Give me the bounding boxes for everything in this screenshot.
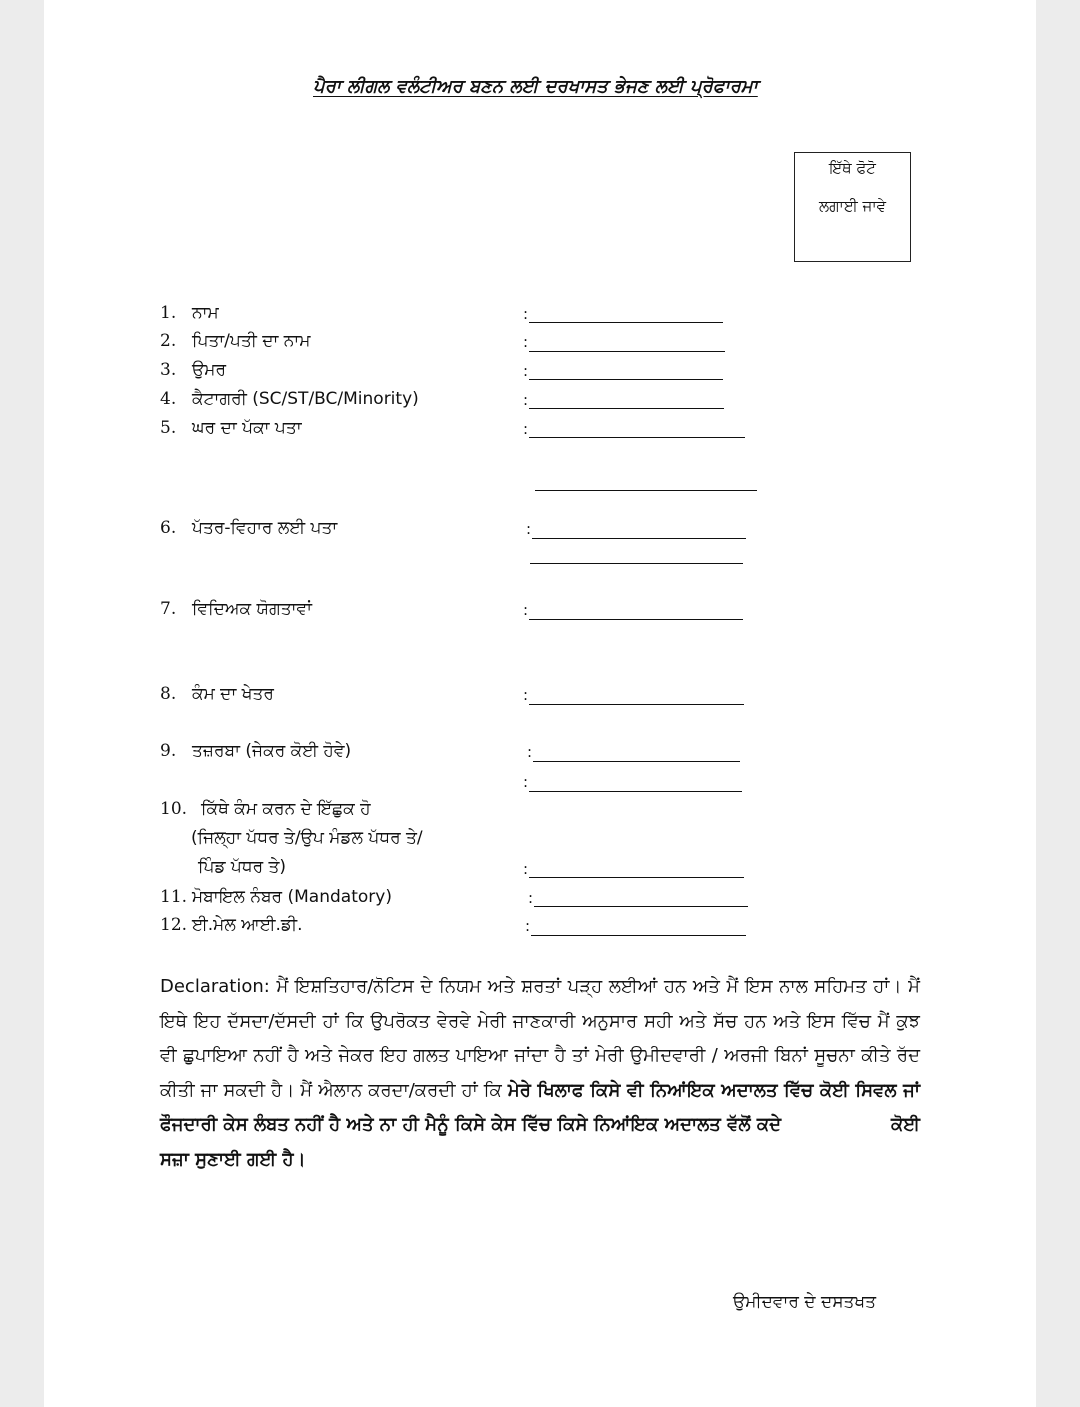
correspondence-address-fill-line-2[interactable] [530, 563, 743, 564]
field-label-education: ਵਿਦਿਅਕ ਯੋਗਤਾਵਾਂ [192, 599, 312, 619]
experience-fill-line[interactable] [533, 761, 740, 762]
declaration-bold-text-end: ਕੋਈ ਸਜ਼ਾ ਸੁਣਾਈ ਗਈ ਹੈ। [160, 1114, 920, 1170]
field-number: 2. [160, 331, 177, 351]
field-number: 9. [160, 741, 177, 761]
field-label-category: ਕੈਟਾਗਰੀ (SC/ST/BC/Minority) [192, 389, 419, 409]
mobile-fill-line[interactable] [534, 906, 748, 907]
field-label-email: ਈ.ਮੇਲ ਆਈ.ਡੀ. [192, 915, 303, 935]
field-label-preferred-place-line-2: (ਜਿਲ੍ਹਾ ਪੱਧਰ ਤੇ/ਉਪ ਮੰਡਲ ਪੱਧਰ ਤੇ/ [191, 828, 423, 848]
field-number: 5. [160, 418, 177, 438]
field-number: 1. [160, 303, 177, 323]
education-fill-line[interactable] [529, 619, 743, 620]
photo-box-line-1: ਇੱਥੇ ਫੋਟੋ [829, 159, 876, 177]
correspondence-address-fill-line[interactable] [532, 538, 746, 539]
field-number: 8. [160, 684, 177, 704]
field-number: 6. [160, 518, 177, 538]
candidate-signature-label: ਉਮੀਦਵਾਰ ਦੇ ਦਸਤਖਤ [733, 1292, 877, 1312]
email-fill-line[interactable] [531, 935, 746, 936]
field-colon: : [523, 333, 529, 351]
category-fill-line[interactable] [529, 408, 724, 409]
field-number: 12. [160, 915, 188, 935]
field-label-preferred-place: ਕਿੱਥੇ ਕੰਮ ਕਰਨ ਦੇ ਇੱਛੁਕ ਹੋ [201, 799, 371, 819]
field-number: 7. [160, 599, 177, 619]
field-colon: : [526, 520, 532, 538]
field-number: 10. [160, 799, 188, 819]
experience-fill-line-2[interactable] [529, 791, 742, 792]
field-label-father-husband-name: ਪਿਤਾ/ਪਤੀ ਦਾ ਨਾਮ [192, 331, 311, 351]
field-colon: : [523, 860, 529, 878]
field-label-work-area: ਕੰਮ ਦਾ ਖੇਤਰ [192, 684, 274, 704]
form-title: ਪੈਰਾ ਲੀਗਲ ਵਲੰਟੀਅਰ ਬਣਨ ਲਈ ਦਰਖਾਸਤ ਭੇਜਣ ਲਈ ਪ੍ਰੋਫਾਰਮਾ [313, 76, 758, 97]
declaration-bold-text: ਮੇਰੇ ਖਿਲਾਫ ਕਿਸੇ ਵੀ ਨਿਆਂਇਕ ਅਦਾਲਤ ਵਿੱਚ ਕੋਈ ਸਿਵਲ ਜਾਂ ਫੌਜਦਾਰੀ ਕੇਸ ਲੰਬਤ ਨਹੀਂ ਹੈ ਅਤੇ ਨਾ ਹੀ ਮੈਨੂੰ ਕਿਸੇ ਕੇਸ ਵਿੱਚ ਕਿਸੇ ਨਿਆਂਇਕ ਅਦਾਲਤ ਵੱਲੋਂ ਕਦੇ [160, 1079, 920, 1135]
field-label-preferred-place-line-3: ਪਿੰਡ ਪੱਧਰ ਤੇ) [198, 857, 287, 877]
preferred-place-fill-line[interactable] [529, 877, 744, 878]
age-fill-line[interactable] [529, 379, 723, 380]
name-fill-line[interactable] [529, 322, 723, 323]
field-number: 11. [160, 887, 188, 907]
field-colon: : [523, 601, 529, 619]
field-colon: : [525, 917, 531, 935]
field-colon: : [528, 889, 534, 907]
field-colon: : [523, 362, 529, 380]
photo-box [794, 152, 911, 262]
father-husband-name-fill-line[interactable] [529, 351, 725, 352]
field-label-permanent-address: ਘਰ ਦਾ ਪੱਕਾ ਪਤਾ [192, 418, 302, 438]
field-colon: : [527, 743, 533, 761]
field-number: 4. [160, 389, 177, 409]
field-label-name: ਨਾਮ [192, 303, 219, 323]
field-number: 3. [160, 360, 177, 380]
field-colon: : [523, 686, 529, 704]
declaration-paragraph [160, 970, 920, 1177]
declaration-text: Declaration: ਮੈਂ ਇਸ਼ਤਿਹਾਰ/ਨੋਟਿਸ ਦੇ ਨਿਯਮ ਅਤੇ ਸ਼ਰਤਾਂ ਪੜ੍ਹ ਲਈਆਂ ਹਨ ਅਤੇ ਮੈਂ ਇਸ ਨਾਲ ਸਹਿਮਤ ਹਾਂ। ਮੈਂ ਇਥੇ ਇਹ ਦੱਸਦਾ/ਦੱਸਦੀ ਹਾਂ ਕਿ ਉਪਰੋਕਤ ਵੇਰਵੇ ਮੇਰੀ ਜਾਣਕਾਰੀ ਅਨੁਸਾਰ ਸਹੀ ਅਤੇ ਸੱਚ ਹਨ ਅਤੇ ਇਸ ਵਿੱਚ ਮੈਂ ਕੁਝ ਵੀ ਛੁਪਾਇਆ ਨਹੀਂ ਹੈ ਅਤੇ ਜੇਕਰ ਇਹ ਗਲਤ ਪਾਇਆ ਜਾਂਦਾ ਹੈ ਤਾਂ ਮੇਰੀ ਉਮੀਦਵਾਰੀ / ਅਰਜੀ ਬਿਨਾਂ ਸੂਚਨਾ ਕੀਤੇ ਰੱਦ ਕੀਤੀ ਜਾ ਸਕਦੀ ਹੈ। ਮੈਂ ਐਲਾਨ ਕਰਦਾ/ਕਰਦੀ ਹਾਂ ਕਿ [160, 976, 920, 1101]
photo-box-line-2: ਲਗਾਈ ਜਾਵੇ [818, 197, 887, 215]
field-label-experience: ਤਜ਼ਰਬਾ (ਜੇਕਰ ਕੋਈ ਹੋਵੇ) [192, 741, 352, 761]
field-colon: : [523, 391, 529, 409]
field-label-mobile: ਮੋਬਾਇਲ ਨੰਬਰ (Mandatory) [192, 887, 392, 907]
field-colon: : [523, 420, 529, 438]
field-label-age: ਉਮਰ [192, 360, 227, 380]
field-colon: : [523, 773, 529, 791]
permanent-address-fill-line-2[interactable] [535, 490, 757, 491]
field-colon: : [523, 305, 529, 323]
work-area-fill-line[interactable] [529, 704, 744, 705]
permanent-address-fill-line[interactable] [529, 437, 745, 438]
field-label-correspondence-address: ਪੱਤਰ-ਵਿਹਾਰ ਲਈ ਪਤਾ [192, 518, 338, 538]
